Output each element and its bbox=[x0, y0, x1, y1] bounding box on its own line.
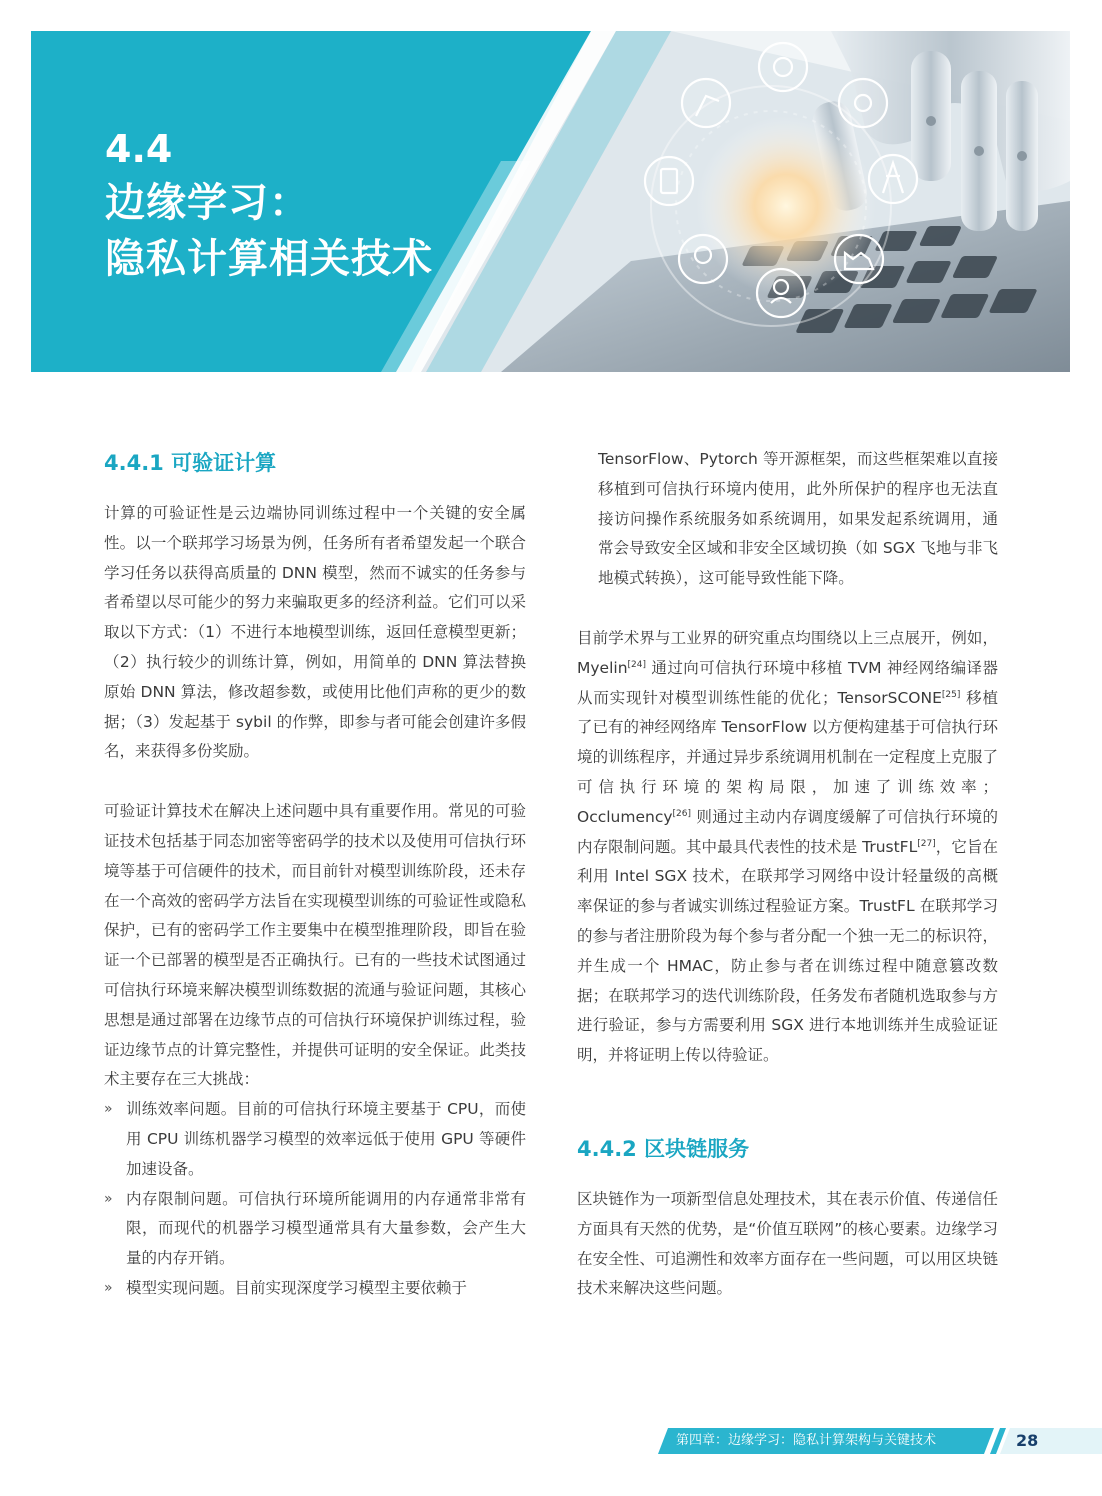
factory-icon bbox=[835, 235, 883, 283]
section-number: 4.4 bbox=[105, 127, 173, 171]
citation-ref: [27] bbox=[917, 838, 936, 849]
paragraph: 目前学术界与工业界的研究重点均围绕以上三点展开，例如，Myelin[24] 通过向可信执行环境中移植 TVM 神经网络编译器从而实现针对模型训练性能的优化；TensorSCONE[25] 移植了已有的神经网络库 TensorFlow 以方便构建基于可信执行环境的训练程序，并通过异步系统调用机制在一定程度上克服了可信执行环境的架构局限，加速了训练效率；Occlumency[26] 则通过主动内存调度缓解了可信执行环境的内存限制问题。其中最具代表性的技术是 TrustFL[27]，它旨在利用 Intel SGX 技术，在联邦学习网络中设计轻量级的高概率保证的参与者诚实训练过程验证方案。TrustFL 在联邦学习的参与者注册阶段为每个参与者分配一个独一无二的标识符，并生成一个 HMAC，防止参与者在训练过程中随意篡改数据；在联邦学习的迭代训练阶段，任务发布者随机选取参与方进行验证，参与方需要利用 SGX 进行本地训练并生成验证证明，并将证明上传以待验证。 bbox=[577, 628, 998, 1065]
list-item: » 内存限制问题。可信执行环境所能调用的内存通常非常有限，而现代的机器学习模型通常具有大量参数，会产生大量的内存开销。 bbox=[104, 1185, 526, 1274]
title-line-2: 隐私计算相关技术 bbox=[105, 236, 433, 282]
lightbulb-icon bbox=[679, 235, 727, 283]
list-item: » 模型实现问题。目前实现深度学习模型主要依赖于 bbox=[104, 1274, 526, 1304]
banner-title bbox=[105, 123, 433, 287]
power-tower-icon bbox=[869, 155, 917, 203]
citation-ref: [24] bbox=[627, 659, 647, 670]
section-heading-verifiable-computing: 4.4.1 可验证计算 bbox=[104, 451, 277, 475]
chapter-banner bbox=[31, 31, 1070, 372]
challenge-list bbox=[104, 1095, 526, 1304]
left-column bbox=[104, 445, 526, 1304]
page-footer bbox=[658, 1428, 1102, 1454]
footer-chapter-title: 第四章：边缘学习：隐私计算架构与关键技术 bbox=[676, 1433, 937, 1448]
worker-icon bbox=[757, 269, 805, 317]
paragraph: TensorFlow、Pytorch 等开源框架，而这些框架难以直接移植到可信执行环境内使用，此外所保护的程序也无法直接访问操作系统服务如系统调用，如果发起系统调用，通常会导致安全区域和非安全区域切换（如 SGX 飞地与非飞地模式转换），这可能导致性能下降。 bbox=[598, 450, 998, 588]
title-line-1: 边缘学习： bbox=[105, 180, 310, 226]
gear-icon bbox=[839, 79, 887, 127]
section-heading-blockchain: 4.4.2 区块链服务 bbox=[577, 1136, 750, 1161]
citation-ref: [25] bbox=[941, 689, 961, 700]
right-column bbox=[577, 445, 998, 1304]
paragraph: 计算的可验证性是云边端协同训练过程中一个关键的安全属性。以一个联邦学习场景为例，任务所有者希望发起一个联合学习任务以获得高质量的 DNN 模型，然而不诚实的任务参与者希望以尽可能少的努力来骗取更多的经济利益。它们可以采取以下方式：（1）不进行本地模型训练，返回任意模型更新；（2）执行较少的训练计算，例如，用简单的 DNN 算法替换原始 DNN 算法，修改超参数，或使用比他们声称的更少的数据；（3）发起基于 sybil 的作弊，即参与者可能会创建许多假名，来获得多份奖励。 bbox=[104, 504, 526, 761]
paragraph: 区块链作为一项新型信息处理技术，其在表示价值、传递信任方面具有天然的优势，是“价值互联网”的核心要素。边缘学习在安全性、可追溯性和效率方面存在一些问题，可以用区块链技术来解决这些问题。 bbox=[577, 1189, 998, 1298]
gear-icon bbox=[759, 43, 807, 91]
page-number: 28 bbox=[1016, 1431, 1039, 1450]
robot-arm-icon bbox=[682, 79, 730, 127]
list-item: » 训练效率问题。目前的可信执行环境主要基于 CPU，而使用 CPU 训练机器学习模型的效率远低于使用 GPU 等硬件加速设备。 bbox=[104, 1095, 526, 1184]
paragraph: 可验证计算技术在解决上述问题中具有重要作用。常见的可验证技术包括基于同态加密等密码学的技术以及使用可信执行环境等基于可信硬件的技术，而目前针对模型训练阶段，还未存在一个高效的密码学方法旨在实现模型训练的可验证性或隐私保护，已有的密码学工作主要集中在模型推理阶段，即旨在验证一个已部署的模型是否正确执行。已有的一些技术试图通过可信执行环境来解决模型训练数据的流通与验证问题，其核心思想是通过部署在边缘节点的可信执行环境保护训练过程，验证边缘节点的计算完整性，并提供可证明的安全保证。此类技术主要存在三大挑战： bbox=[104, 802, 526, 1089]
smartphone-icon bbox=[645, 157, 693, 205]
citation-ref: [26] bbox=[672, 808, 692, 819]
